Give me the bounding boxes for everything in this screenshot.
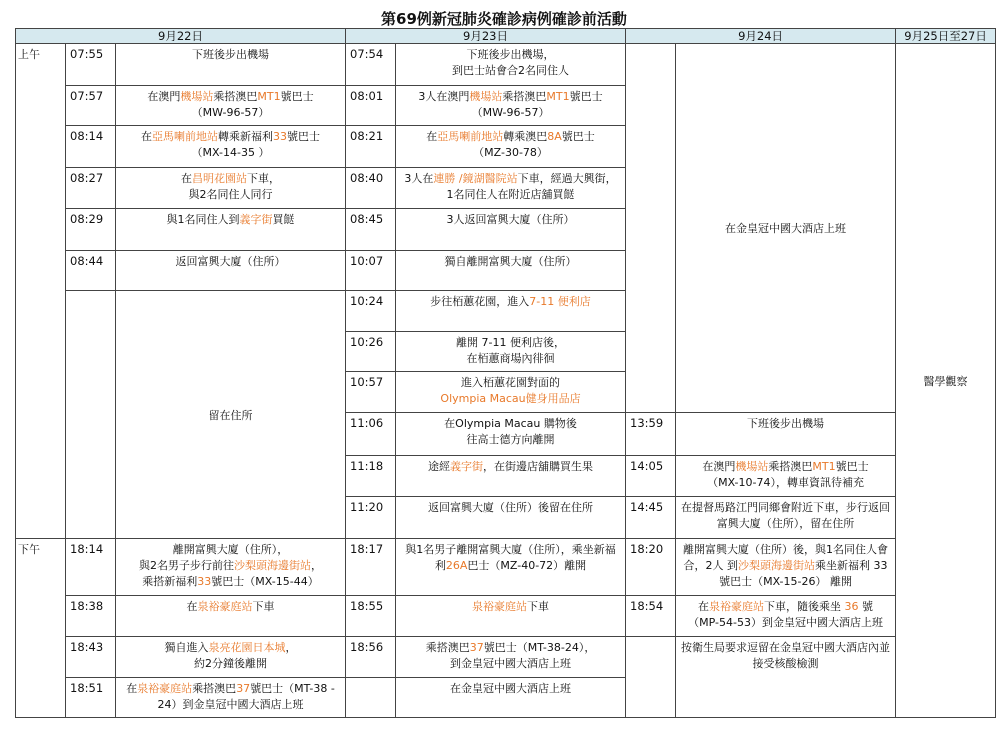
highlight-text: 沙梨頭海邊街站 [234, 559, 311, 572]
d2-am-11-text [396, 497, 626, 539]
highlight-text: 26A [445, 559, 468, 572]
highlight-text: 連勝 /鏡湖醫院站 [433, 172, 518, 185]
d2-am-8-text [396, 372, 626, 413]
plain-text: 號巴士 [835, 460, 869, 473]
plain-text: 在澳門 [702, 460, 736, 473]
highlight-text: 義字街 [450, 460, 484, 473]
d2-am-4-text [396, 209, 626, 251]
plain-text: 與2名同住人同行 [188, 188, 273, 201]
plain-text: 進入栢蕙花園對面的 [461, 376, 561, 389]
highlight-text: MT1 [257, 90, 281, 103]
plain-text: 號巴士 [280, 90, 314, 103]
d2-pm-2-text [396, 637, 626, 678]
highlight-text: 33 [273, 130, 287, 143]
highlight-text: 昌明花園站 [192, 172, 247, 185]
d2-am-6-text [396, 291, 626, 332]
plain-text: 與1名男子離開富興大廈（住所），乘坐新福 [405, 543, 616, 556]
d1-pm-0-text [116, 539, 346, 596]
highlight-text: 37 [236, 682, 251, 695]
d1-pm-1-text [116, 596, 346, 637]
d2-am-7-time: 10:26 [346, 332, 396, 372]
plain-text: 富興大廈（住所），留在住所 [716, 517, 855, 530]
d2-pm-1-time: 18:55 [346, 596, 396, 637]
d1-pm-0-time: 18:14 [66, 539, 116, 596]
plain-text: 號巴士 [569, 90, 603, 103]
plain-text: 離開 7-11 便利店後， [456, 336, 565, 349]
highlight-text: 泉裕豪庭站 [137, 682, 193, 695]
plain-text: 下車 [252, 600, 275, 613]
d1-am-2-time: 08:14 [66, 126, 116, 168]
plain-text: 到金皇冠中國大酒店上班 [450, 657, 572, 670]
plain-text: 下車，經過大興街， [517, 172, 617, 185]
highlight-text: 33 [197, 575, 212, 588]
highlight-text: MT1 [812, 460, 836, 473]
d2-am-4-time: 08:45 [346, 209, 396, 251]
header-sep25-27: 9月25日至27日 [896, 29, 996, 44]
plain-text: ， [285, 641, 297, 654]
highlight-text: 機場站 [735, 460, 769, 473]
plain-text: 與2名男子步行前往 [139, 559, 234, 572]
d1-am-4-time: 08:29 [66, 209, 116, 251]
plain-text: 乘坐新福利 33 [815, 559, 888, 572]
plain-text: 乘搭澳巴 [192, 682, 237, 695]
plain-text: 乘搭澳巴 [502, 90, 547, 103]
plain-text: 號巴士（MT-38-24）， [483, 641, 596, 654]
d3-4-time: 18:54 [626, 596, 676, 637]
d3-final: 按衛生局要求逗留在金皇冠中國大酒店內並 接受核酸檢測 [676, 637, 896, 718]
d1-am-5-time: 08:44 [66, 251, 116, 291]
d2-am-2-time: 08:21 [346, 126, 396, 168]
plain-text: 獨自離開富興大廈（住所） [444, 255, 577, 268]
highlight-text: 義字街 [239, 213, 273, 226]
plain-text: 到巴士站會合2名同住人 [452, 64, 570, 77]
plain-text: 在提督馬路江門同鄉會附近下車，步行返回 [681, 501, 891, 514]
d3-1-text [676, 456, 896, 497]
plain-text: 下車， [247, 172, 280, 185]
plain-text: （MX-14-35 ） [191, 146, 270, 159]
plain-text: 24）到金皇冠中國大酒店上班 [157, 698, 304, 711]
plain-text: 轉乘澳巴 [503, 130, 548, 143]
d3-final-blank-time [626, 637, 676, 718]
d2-pm-1-text [396, 596, 626, 637]
d1-am-0-text [116, 44, 346, 86]
d1-am-3-time: 08:27 [66, 168, 116, 209]
d3-0-time: 13:59 [626, 413, 676, 456]
plain-text: 下車 [527, 600, 550, 613]
d2-am-6-time: 10:24 [346, 291, 396, 332]
d2-am-2-text [396, 126, 626, 168]
plain-text: 3人返回富興大廈（住所） [446, 213, 575, 226]
plain-text: 號 [858, 600, 874, 613]
plain-text: 轉乘新福利 [218, 130, 273, 143]
highlight-text: 機場站 [469, 90, 503, 103]
plain-text: 號巴士 [287, 130, 320, 143]
d2-end-blank-time [346, 678, 396, 718]
plain-text: 下班後步出機場 [747, 417, 825, 430]
plain-text: 與1名同住人到 [166, 213, 240, 226]
d3-4-text [676, 596, 896, 637]
plain-text: （MP-54-53）到金皇冠中國大酒店上班 [688, 616, 883, 629]
plain-text: 下班後步出機場， [466, 48, 555, 61]
plain-text: 下班後步出機場 [192, 48, 269, 61]
plain-text: 在 [698, 600, 710, 613]
plain-text: 乘搭澳巴 [768, 460, 813, 473]
plain-text: 乘搭新福利 [142, 575, 198, 588]
highlight-text: 7-11 便利店 [529, 295, 591, 308]
plain-text: 利 [434, 559, 446, 572]
plain-text: 步往栢蕙花園，進入 [430, 295, 530, 308]
plain-text: 在栢蕙商場內徘徊 [466, 352, 555, 365]
plain-text: 獨自進入 [164, 641, 209, 654]
header-sep24: 9月24日 [626, 29, 896, 44]
d3-2-time: 14:45 [626, 497, 676, 539]
highlight-text: 亞馬喇前地站 [152, 130, 218, 143]
header-sep23: 9月23日 [346, 29, 626, 44]
plain-text: 巴士（MZ-40-72）離開 [467, 559, 587, 572]
plain-text: （MZ-30-78） [473, 146, 548, 159]
highlight-text: 泉亮花園日本城 [208, 641, 286, 654]
d3-3-text [676, 539, 896, 596]
highlight-text: 8A [547, 130, 562, 143]
plain-text: 乘搭澳巴 [425, 641, 470, 654]
d2-am-9-text [396, 413, 626, 456]
plain-text: 號巴士（MX-15-44） [211, 575, 319, 588]
d1-am-1-text [116, 86, 346, 126]
plain-text: 在 [426, 130, 438, 143]
d1-pm-1-time: 18:38 [66, 596, 116, 637]
highlight-text: 泉裕豪庭站 [197, 600, 253, 613]
d2-am-0-text [396, 44, 626, 86]
plain-text: 離開富興大廈（住所）， [172, 543, 289, 556]
d1-am-3-text [116, 168, 346, 209]
plain-text: 乘搭澳巴 [213, 90, 258, 103]
d3-3-time: 18:20 [626, 539, 676, 596]
highlight-text: Olympia Macau健身用品店 [440, 392, 581, 405]
d1-pm-3-time: 18:51 [66, 678, 116, 718]
d3-blank-time [626, 44, 676, 413]
plain-text: 3人在澳門 [418, 90, 470, 103]
plain-text: 在 [126, 682, 138, 695]
plain-text: 往高士德方向離開 [466, 433, 555, 446]
highlight-text: 36 [844, 600, 859, 613]
plain-text: 返回富興大廈（住所） [175, 255, 286, 268]
activity-table [15, 28, 996, 718]
d2-am-1-time: 08:01 [346, 86, 396, 126]
highlight-text: 亞馬喇前地站 [437, 130, 504, 143]
d2-am-9-time: 11:06 [346, 413, 396, 456]
plain-text: ， [311, 559, 322, 572]
plain-text: 號巴士 [561, 130, 595, 143]
d1-am-4-text [116, 209, 346, 251]
d2-am-5-time: 10:07 [346, 251, 396, 291]
plain-text: 號巴士（MX-15-26） 離開 [719, 575, 852, 588]
plain-text: 在澳門 [147, 90, 181, 103]
highlight-text: 37 [469, 641, 484, 654]
d2-am-0-time: 07:54 [346, 44, 396, 86]
plain-text: 買餸 [272, 213, 295, 226]
d1-am-0-time: 07:55 [66, 44, 116, 86]
d1-pm-3-text [116, 678, 346, 718]
plain-text: 途經 [428, 460, 451, 473]
d3-work: 在金皇冠中國大酒店上班 [676, 44, 896, 413]
plain-text: 離開富興大廈（住所）後，與1名同住人會 [683, 543, 889, 556]
plain-text: 在 [186, 600, 198, 613]
d2-am-8-time: 10:57 [346, 372, 396, 413]
plain-text: 在 [141, 130, 152, 143]
plain-text: 1名同住人在附近店舖買餸 [446, 188, 575, 201]
d2-am-3-time: 08:40 [346, 168, 396, 209]
d1-am-1-time: 07:57 [66, 86, 116, 126]
page-title: 第69例新冠肺炎確診病例確診前活動 [381, 10, 627, 28]
plain-text: 號巴士（MT-38 - [250, 682, 335, 695]
header-sep22: 9月22日 [16, 29, 346, 44]
d2-end: 在金皇冠中國大酒店上班 [396, 678, 626, 718]
d2-am-3-text [396, 168, 626, 209]
d1-pm-2-text [116, 637, 346, 678]
plain-text: 在Olympia Macau 購物後 [444, 417, 577, 430]
d2-pm-0-text [396, 539, 626, 596]
d1-stay: 留在住所 [116, 291, 346, 539]
d3-2-text [676, 497, 896, 539]
d2-am-5-text [396, 251, 626, 291]
plain-text: （MX-10-74），轉車資訊待補充 [707, 476, 864, 489]
d1-pm-2-time: 18:43 [66, 637, 116, 678]
highlight-text: 泉裕豪庭站 [472, 600, 528, 613]
d2-pm-2-time: 18:56 [346, 637, 396, 678]
d2-pm-0-time: 18:17 [346, 539, 396, 596]
period-am: 上午 [16, 44, 66, 539]
plain-text: 約2分鐘後離開 [194, 657, 267, 670]
d3-0-text [676, 413, 896, 456]
plain-text: （MW-96-57） [191, 106, 270, 119]
d2-am-7-text [396, 332, 626, 372]
plain-text: 下車，隨後乘坐 [764, 600, 845, 613]
plain-text: 返回富興大廈（住所）後留在住所 [428, 501, 594, 514]
d2-am-10-time: 11:18 [346, 456, 396, 497]
period-pm: 下午 [16, 539, 66, 718]
plain-text: 合，2人 到 [683, 559, 739, 572]
plain-text: 3人在 [404, 172, 434, 185]
highlight-text: 泉裕豪庭站 [709, 600, 765, 613]
d1-am-2-text [116, 126, 346, 168]
d4-observation: 醫學觀察 [896, 44, 996, 718]
d3-1-time: 14:05 [626, 456, 676, 497]
highlight-text: MT1 [546, 90, 570, 103]
plain-text: 在 [181, 172, 192, 185]
d2-am-10-text [396, 456, 626, 497]
d1-am-5-text [116, 251, 346, 291]
d2-am-11-time: 11:20 [346, 497, 396, 539]
plain-text: ，在街邊店舖購買生果 [483, 460, 594, 473]
highlight-text: 沙梨頭海邊街站 [738, 559, 816, 572]
highlight-text: 機場站 [180, 90, 214, 103]
d2-am-1-text [396, 86, 626, 126]
plain-text: （MW-96-57） [471, 106, 550, 119]
d1-stay-blank-time [66, 291, 116, 539]
